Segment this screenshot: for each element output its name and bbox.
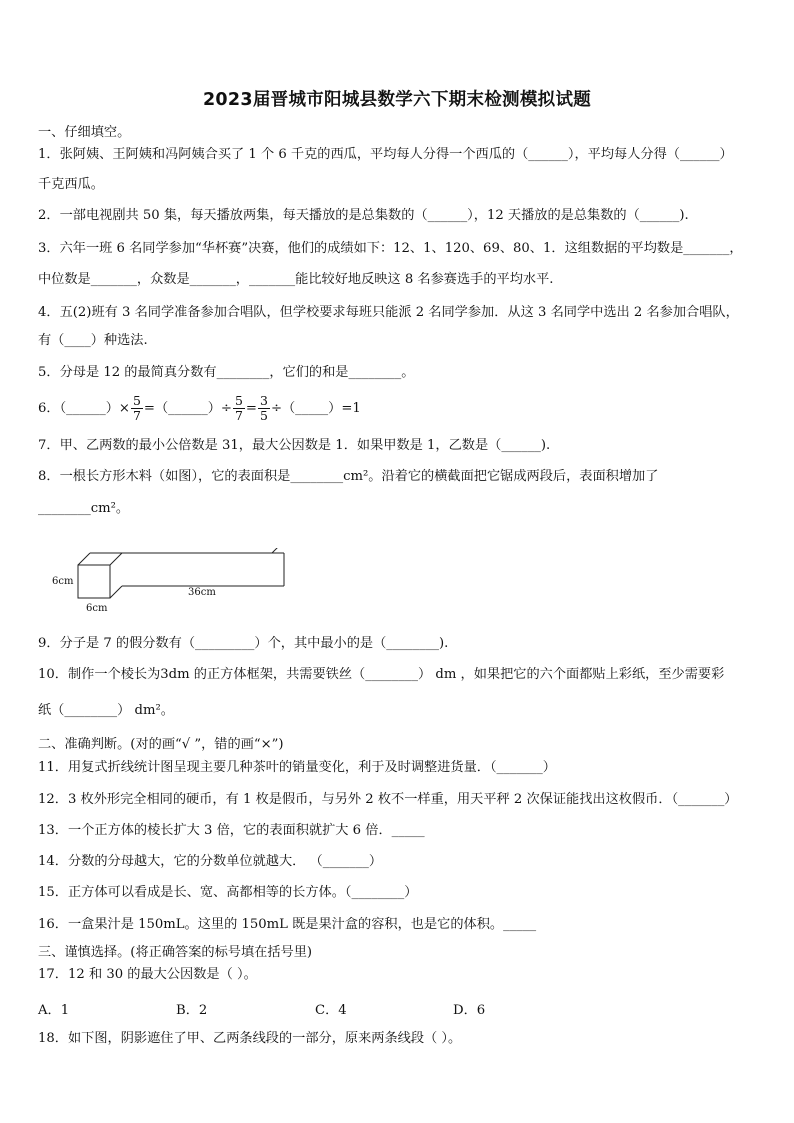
q6-fraction-2-numerator: 5 (234, 393, 243, 408)
question-11: 11．用复式折线统计图呈现主要几种茶叶的销量变化，利于及时调整进货量．（_______） (38, 760, 556, 775)
q6-fraction-3 (258, 394, 270, 423)
question-1-line-1: 1．张阿姨、王阿姨和冯阿姨合买了 1 个 6 千克的西瓜，平均每人分得一个西瓜的（______），平均每人分得（______） (38, 147, 733, 162)
question-4-line-1: 4．五(2)班有 3 名同学准备参加合唱队，但学校要求每班只能派 2 名同学参加．从这 3 名同学中选出 2 名参加合唱队， (38, 305, 739, 320)
prism-edge-far (272, 548, 284, 553)
option-b: B．2 (176, 1003, 208, 1018)
option-d: D．6 (453, 1003, 486, 1018)
length-label: 36cm (188, 587, 216, 598)
prism-edge-top-right (110, 553, 122, 565)
q6-prefix: 6．（______）× (38, 401, 130, 416)
q6-fraction-1-numerator: 5 (132, 393, 141, 408)
question-10-line-2: 纸（________） dm²。 (38, 703, 174, 718)
question-14: 14．分数的分母越大，它的分数单位就越大． （_______） (38, 854, 383, 869)
page-title: 2023届晋城市阳城县数学六下期末检测模拟试题 (202, 90, 592, 110)
q6-fraction-3-numerator: 3 (259, 393, 268, 408)
question-6 (38, 394, 361, 424)
height-label: 6cm (52, 576, 74, 587)
question-3-line-2: 中位数是_______，众数是_______，_______能比较好地反映这 8 名参赛选手的平均水平. (38, 272, 554, 287)
prism-edge-top-left (78, 553, 90, 565)
question-15: 15．正方体可以看成是长、宽、高都相等的长方体。（________） (38, 885, 418, 900)
prism-front-face (78, 565, 110, 598)
rectangular-prism-figure (48, 548, 288, 616)
prism-edge-bottom-right (110, 586, 122, 598)
question-4-line-2: 有（____）种选法. (38, 333, 148, 348)
q6-fraction-1-denominator: 7 (132, 408, 141, 423)
question-2: 2．一部电视剧共 50 集，每天播放两集，每天播放的是总集数的（______），12 天播放的是总集数的（______). (38, 208, 689, 223)
question-9: 9．分子是 7 的假分数有（_________）个，其中最小的是（________). (38, 636, 449, 651)
section-heading-3: 三、谨慎选择。(将正确答案的标号填在括号里) (38, 945, 313, 960)
question-17: 17．12 和 30 的最大公因数是（ ）。 (38, 967, 257, 982)
question-7: 7．甲、乙两数的最小公倍数是 31，最大公因数是 1．如果甲数是 1，乙数是（______). (38, 438, 551, 453)
q6-fraction-2-denominator: 7 (234, 408, 243, 423)
q6-fraction-3-denominator: 5 (259, 408, 268, 423)
q6-middle-1: =（______）÷ (143, 401, 232, 416)
q6-suffix: ÷（_____）=1 (270, 401, 361, 416)
question-13: 13．一个正方体的棱长扩大 3 倍，它的表面积就扩大 6 倍．_____ (38, 823, 425, 838)
question-18: 18．如下图，阴影遮住了甲、乙两条线段的一部分，原来两条线段（ ）。 (38, 1031, 462, 1046)
question-8-line-2: ________cm²。 (38, 501, 130, 516)
question-8-line-1: 8．一根长方形木料（如图），它的表面积是________cm²。沿着它的横截面把它锯成两段后，表面积增加了 (38, 469, 659, 484)
q6-fraction-1 (131, 394, 143, 423)
section-heading-2: 二、准确判断。(对的画“√ ”，错的画“×”) (38, 737, 284, 752)
option-c: C．4 (315, 1003, 347, 1018)
question-16: 16．一盒果汁是 150mL。这里的 150mL 既是果汁盒的容积，也是它的体积。_____ (38, 917, 537, 932)
option-a: A．1 (38, 1003, 70, 1018)
section-heading-1: 一、仔细填空。 (38, 125, 131, 140)
question-3-line-1: 3．六年一班 6 名同学参加“华杯赛”决赛，他们的成绩如下：12、1、120、69、80、1．这组数据的平均数是_______， (38, 241, 743, 256)
q6-middle-2: = (245, 401, 257, 416)
question-12: 12．3 枚外形完全相同的硬币，有 1 枚是假币，与另外 2 枚不一样重，用天平秤 2 次保证能找出这枚假币．（_______） (38, 792, 738, 807)
q6-fraction-2 (233, 394, 245, 423)
question-5: 5．分母是 12 的最简真分数有________，它们的和是________。 (38, 365, 415, 380)
question-10-line-1: 10．制作一个棱长为3dm 的正方体框架，共需要铁丝（________） dm ，如果把它的六个面都贴上彩纸，至少需要彩 (38, 667, 725, 682)
question-1-line-2: 千克西瓜。 (38, 177, 104, 192)
width-label: 6cm (86, 603, 108, 614)
